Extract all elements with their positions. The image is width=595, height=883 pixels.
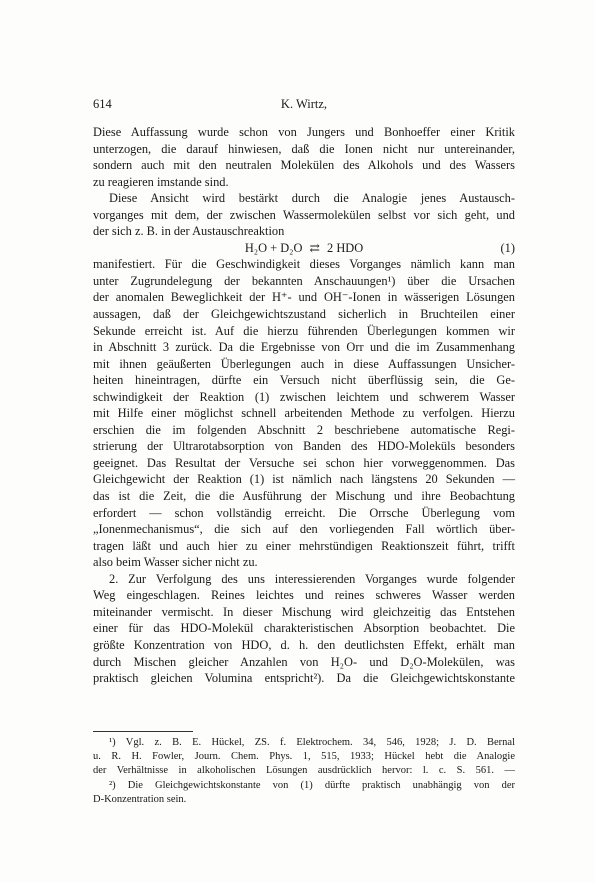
text-line: schwindigkeit der Reaktion (1) zwischen leichtem und schwerem Wasser (93, 389, 515, 404)
text-line: strierung der Ultrarotabsorption von Banden des HDO-Moleküls besonders (93, 439, 515, 454)
text-line: praktisch gleichen Volumina entspricht²). Da die Gleichgewichtskonstante (93, 671, 515, 686)
equation-arrow: ⇄ (309, 240, 320, 255)
footnote-rule (93, 731, 193, 732)
text-line: Sekunde erreicht ist. Auf die hierzu führenden Überlegungen kommen wir (93, 323, 515, 338)
footnote-line: der Verhältnisse in alkoholischen Lösungen ausdrücklich hervor: l. c. S. 561. — (93, 765, 515, 777)
text-line: mit ihnen geäußerten Überlegungen auch in diese Auffassungen Unsicher- (93, 356, 515, 371)
text-line: Weg eingeschlagen. Reines leichtes und reines schweres Wasser werden (93, 588, 515, 603)
text-line: der anomalen Beweglichkeit der H⁺- und OH⁻-Ionen in wässerigen Lösungen (93, 290, 515, 305)
equation-reactants: H₂O + D₂O (244, 240, 303, 255)
text-line: manifestiert. Für die Geschwindigkeit dieses Vorganges nämlich kann man (93, 257, 515, 272)
text-line: 2. Zur Verfolgung des uns interessierenden Vorganges wurde folgender (109, 571, 515, 586)
text-line: erfordert — schon vollständig erreicht. Die Orrsche Überlegung vom (93, 505, 515, 520)
text-line: größte Konzentration von HDO, d. h. den deutlichsten Effekt, erhält man (93, 637, 515, 652)
text-line: „Ionenmechanismus“, die sich auf den vorliegenden Fall wörtlich über- (93, 522, 515, 537)
text-line: der sich z. B. in der Austauschreaktion (93, 224, 285, 239)
equation-product: 2 HDO (327, 240, 364, 255)
text-line: aussagen, daß der Gleichgewichtszustand sicherlich in Bruchteilen einer (93, 307, 515, 322)
text-line: erschien die im folgenden Abschnitt 2 beschriebene automatische Regi- (93, 422, 515, 437)
text-line: vorganges mit dem, der zwischen Wassermolekülen selbst vor sich geht, und (93, 207, 515, 222)
footnotes (93, 736, 515, 807)
text-line: sondern auch mit den neutralen Molekülen des Alkohols und des Wassers (93, 158, 515, 173)
main-text (93, 124, 515, 687)
running-header (93, 97, 515, 111)
footnote-line: ²) Die Gleichgewichtskonstante von (1) dürfte praktisch unabhängig von der (109, 779, 515, 791)
equation-number: (1) (500, 240, 515, 255)
text-line: Diese Ansicht wird bestärkt durch die Analogie jenes Austausch- (109, 191, 515, 206)
text-line: in Abschnitt 3 zurück. Da die Ergebnisse von Orr und die im Zusammenhang (93, 340, 515, 355)
text-line: durch Mischen gleicher Anzahlen von H₂O- und D₂O-Molekülen, was (93, 654, 515, 669)
text-line: zu reagieren imstande sind. (93, 174, 229, 189)
text-line: geeignet. Das Resultat der Versuche sei schon hier vorweggenommen. Das (93, 455, 515, 470)
equation (93, 240, 515, 257)
text-line: heiten hineintragen, dürfte ein Versuch nicht überflüssig sein, die Ge- (93, 373, 515, 388)
text-line: also beim Wasser sicher nicht zu. (93, 555, 258, 570)
equation-body (93, 240, 515, 257)
page-number: 614 (93, 97, 112, 111)
text-line: miteinander vermischt. In dieser Mischung wird gleichzeitig das Entstehen (93, 604, 515, 619)
text-line: mit Hilfe einer möglichst schnell arbeitenden Methode zu verfolgen. Hierzu (93, 406, 515, 421)
footnote-line: D-Konzentration sein. (93, 793, 187, 805)
text-line: unterzogen, die darauf hinwiesen, daß die Ionen nicht nur untereinander, (93, 141, 515, 156)
running-head-author: K. Wirtz, (280, 97, 328, 111)
text-line: unter Zugrundelegung der bekannten Anschauungen¹) über die Ursachen (93, 273, 515, 288)
footnote-line: u. R. H. Fowler, Journ. Chem. Phys. 1, 515, 1933; Hückel hebt die Analogie (93, 751, 515, 763)
text-line: einer für das HDO-Molekül charakteristischen Absorption beobachtet. Die (93, 621, 515, 636)
footnote-line: ¹) Vgl. z. B. E. Hückel, ZS. f. Elektrochem. 34, 546, 1928; J. D. Bernal (109, 737, 515, 748)
text-line: das ist die Zeit, die die Ausführung der Mischung und ihre Beobachtung (93, 489, 515, 504)
text-line: tragen läßt und auch hier zu einer mehrstündigen Reaktionszeit führt, trifft (93, 538, 515, 553)
text-line: Diese Auffassung wurde schon von Jungers und Bonhoeffer einer Kritik (93, 125, 515, 139)
text-line: Gleichgewicht der Reaktion (1) ist nämlich nach längstens 20 Sekunden — (93, 472, 515, 487)
